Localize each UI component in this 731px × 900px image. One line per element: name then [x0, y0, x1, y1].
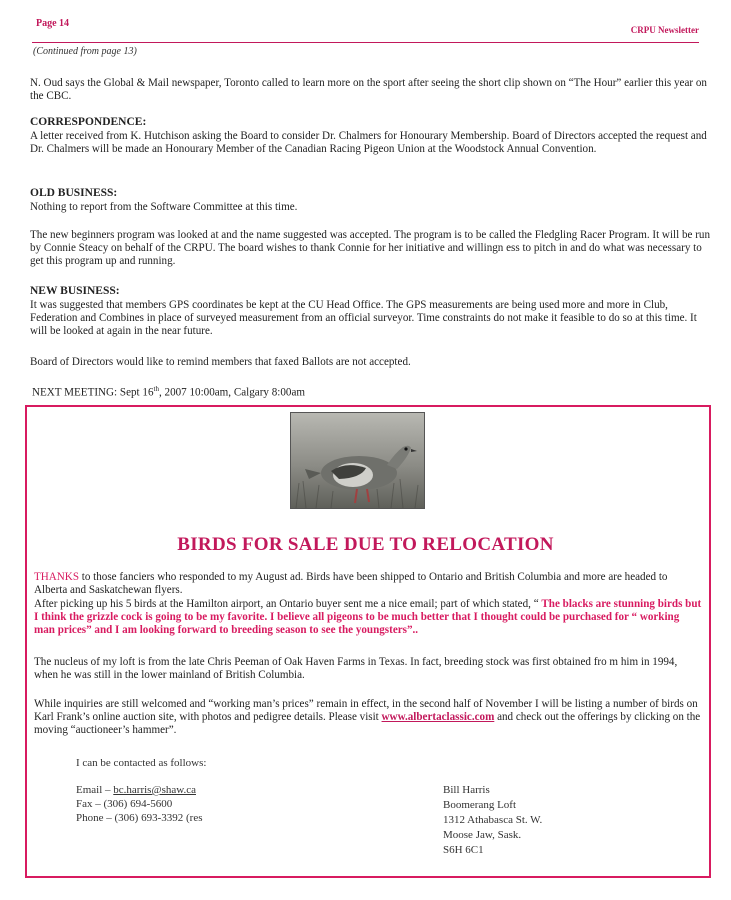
ad-paragraph-nucleus: The nucleus of my loft is from the late Chris Peeman of Oak Haven Farms in Texas. In fact, breeding stock was first obtained fro m him in 1994, when he was still in the lower mainland of British Columbia.: [34, 656, 678, 681]
albertaclassic-link[interactable]: www.albertaclassic.com: [381, 711, 495, 723]
ballots-note: Board of Directors would like to remind members that faxed Ballots are not accepted.: [30, 356, 411, 368]
next-meeting: [32, 383, 712, 400]
next-meeting-prefix: NEXT MEETING: Sept 16: [32, 386, 154, 399]
pigeon-photo: [290, 412, 425, 509]
thanks-text: to those fanciers who responded to my August ad. Birds have been shipped to Ontario and British Columbia and more are headed to Alberta and Saskatchewan flyers.: [34, 571, 668, 596]
thanks-word: THANKS: [34, 571, 79, 583]
testimonial-intro: After picking up his 5 birds at the Hamilton airport, an Ontario buyer sent me a nice email; part of which stated, “: [34, 598, 542, 610]
fax-line: Fax – (306) 694-5600: [76, 798, 173, 810]
ad-paragraph-testimonial: [34, 598, 702, 637]
next-meeting-suffix: , 2007 10:00am, Calgary 8:00am: [158, 386, 306, 399]
newsletter-name: CRPU Newsletter: [630, 25, 699, 35]
mailing-address: [443, 783, 542, 858]
correspondence-text: A letter received from K. Hutchison asking the Board to consider Dr. Chalmers for Honourary Membership. Board of Directors accepted the request and Dr. Chalmers will be made an Honourary Member of the Canadian Racing Pigeon Union at the Woodstock Annual Convention.: [30, 130, 707, 155]
email-line: [76, 783, 202, 797]
new-business-heading: NEW BUSINESS:: [30, 285, 120, 297]
email-label: Email –: [76, 784, 114, 796]
pigeon-image: [291, 413, 424, 508]
beginners-program-text: The new beginners program was looked at and the name suggested was accepted. The program is to be called the Fledgling Racer Program. It will be run by Connie Steacy on behalf of the CRPU. The board wishes to thank Connie for her initiative and willingn ess to pitch in and do what was necessary to get this program up and running.: [30, 229, 711, 267]
address-loft: Boomerang Loft: [443, 799, 517, 811]
ad-paragraph-thanks: [34, 571, 702, 597]
ad-title: BIRDS FOR SALE DUE TO RELOCATION: [177, 534, 554, 555]
header-rule: [32, 42, 699, 43]
intro-paragraph: N. Oud says the Global & Mail newspaper, Toronto called to learn more on the sport after seeing the short clip shown on “The Hour” earlier this year on the CBC.: [30, 77, 707, 102]
next-meeting-sup: th: [153, 385, 159, 393]
contact-intro: I can be contacted as follows:: [76, 757, 207, 769]
auction-text-end: and check out the offerings by clicking on the moving “auctioneer’s hammer”.: [34, 711, 701, 736]
address-street: 1312 Athabasca St. W.: [443, 814, 543, 826]
testimonial-quote: The blacks are stunning birds but I think the grizzle cock is going to be my favorite. I believe all pigeons to be much better that I thought could be purchased for “ working man prices” and I am looking forward to breeding season to see the youngsters”..: [34, 598, 702, 636]
old-business-heading: OLD BUSINESS:: [30, 187, 118, 199]
contact-details: [76, 783, 202, 825]
continued-note: (Continued from page 13): [33, 46, 137, 57]
header-bar: [36, 18, 699, 38]
address-city: Moose Jaw, Sask.: [443, 829, 522, 841]
auction-text-start: While inquiries are still welcomed and “working man’s prices” remain in effect, in the second half of November I will be listing a number of birds on Karl Frank’s online auction site, with photos and pedigree details. Please visit: [34, 698, 698, 723]
correspondence-heading: CORRESPONDENCE:: [30, 116, 147, 128]
email-link[interactable]: bc.harris@shaw.ca: [113, 784, 196, 796]
address-name: Bill Harris: [443, 784, 490, 796]
ad-paragraph-auction: [34, 698, 702, 737]
page-number: Page 14: [36, 18, 70, 29]
phone-line: Phone – (306) 693-3392 (res: [76, 812, 203, 824]
address-postal: S6H 6C1: [443, 844, 484, 856]
new-business-text: It was suggested that members GPS coordinates be kept at the CU Head Office. The GPS measurements are being used more and more in Club, Federation and Combines in place of surveyed measurement from an official surveyor. Time constraints do not make it feasible to do so at this time. It will be looked at again in the near future.: [30, 299, 697, 337]
old-business-text: Nothing to report from the Software Committee at this time.: [30, 201, 298, 213]
